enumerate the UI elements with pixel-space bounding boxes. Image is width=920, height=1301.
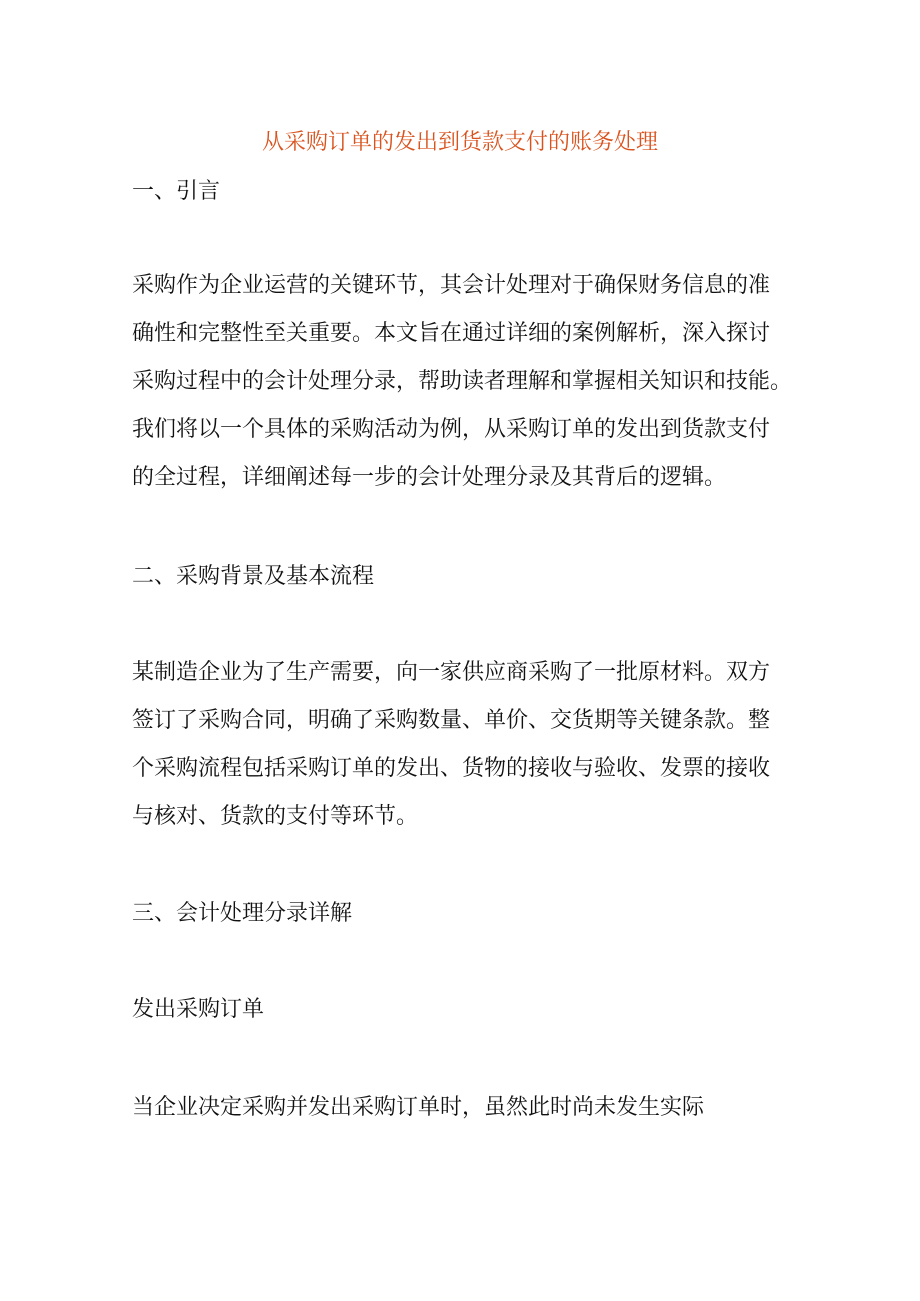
section-paragraph-issue-purchase-order (132, 1084, 812, 1132)
section-heading-introduction: 一、引言 (132, 179, 221, 204)
section-heading-background: 二、采购背景及基本流程 (132, 564, 375, 589)
paragraph-line: 确性和完整性至关重要。本文旨在通过详细的案例解析，深入探讨 (132, 321, 771, 346)
paragraph-line: 采购过程中的会计处理分录，帮助读者理解和掌握相关知识和技能。 (132, 369, 793, 394)
paragraph-line: 个采购流程包括采购订单的发出、货物的接收与验收、发票的接收 (132, 756, 771, 781)
document-title: 从采购订单的发出到货款支付的账务处理 (261, 130, 658, 155)
paragraph-line: 我们将以一个具体的采购活动为例，从采购订单的发出到货款支付 (132, 417, 771, 442)
section-paragraph-introduction (132, 262, 812, 502)
paragraph-line: 的全过程，详细阐述每一步的会计处理分录及其背后的逻辑。 (132, 465, 727, 490)
paragraph-line: 与核对、货款的支付等环节。 (132, 804, 419, 829)
section-paragraph-background (132, 649, 812, 841)
paragraph-line: 采购作为企业运营的关键环节，其会计处理对于确保财务信息的准 (132, 273, 771, 298)
paragraph-line: 签订了采购合同，明确了采购数量、单价、交货期等关键条款。整 (132, 708, 771, 733)
section-heading-accounting-entries: 三、会计处理分录详解 (132, 901, 353, 926)
paragraph-line: 当企业决定采购并发出采购订单时，虽然此时尚未发生实际 (132, 1095, 705, 1120)
subsection-heading-issue-purchase-order: 发出采购订单 (132, 997, 265, 1022)
paragraph-line: 某制造企业为了生产需要，向一家供应商采购了一批原材料。双方 (132, 660, 771, 685)
